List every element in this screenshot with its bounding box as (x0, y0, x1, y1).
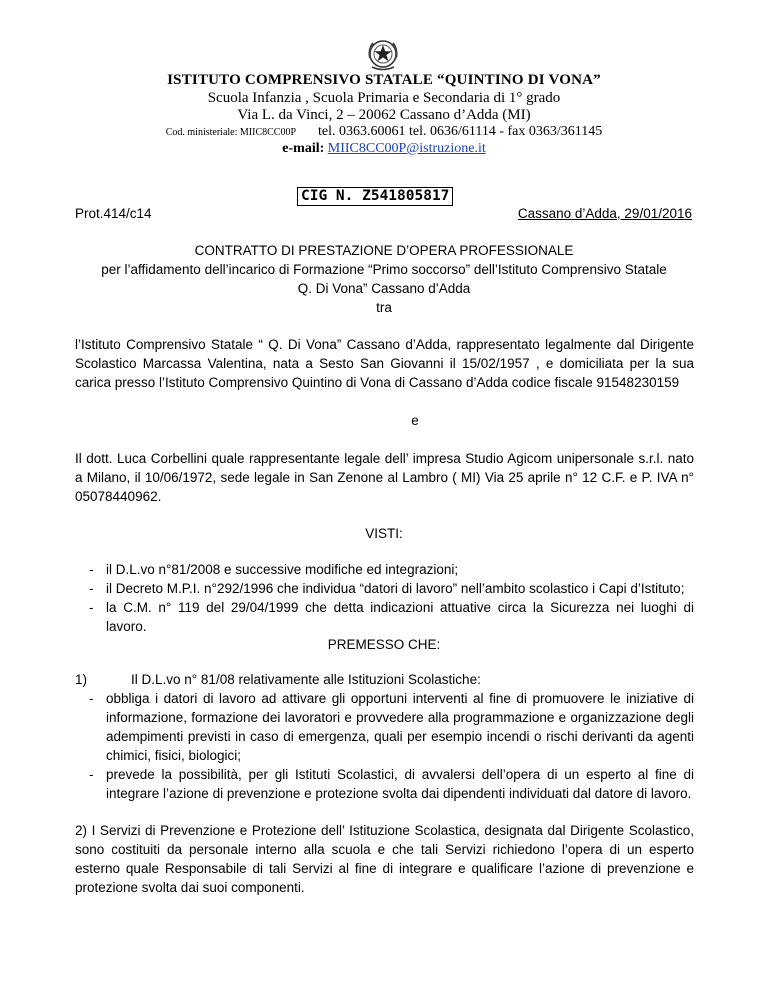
visti-list (75, 560, 694, 636)
list-item: - il D.L.vo n°81/2008 e successive modifiche ed integrazioni; (89, 562, 459, 577)
email-line (0, 141, 768, 157)
premesso-heading: PREMESSO CHE: (327, 637, 441, 652)
list-item: - il Decreto M.P.I. n°292/1996 che individua “datori di lavoro” nell’ambito scolastico i Capi d’Istituto; (89, 581, 685, 596)
place-date (518, 204, 692, 223)
phone-numbers: tel. 0363.60061 tel. 0636/61114 - fax 0363/361145 (318, 124, 603, 139)
party-provider-paragraph: Il dott. Luca Corbellini quale rappresentante legale dell’ impresa Studio Agicom unipersonale s.r.l. nato a Milano, il 10/06/1972, sede legale in San Zenone al Lambro ( MI) Via 25 aprile n° 12 C.F. e P. IVA n° 05078440962. (75, 451, 694, 504)
contract-subtitle-1: per l’affidamento dell’incarico di Formazione “Primo soccorso” dell’Istituto Comprensivo Statale (101, 262, 667, 277)
school-contacts (0, 124, 768, 140)
visti-heading: VISTI: (365, 526, 403, 541)
item-number-1: 1) (75, 672, 88, 687)
italian-republic-emblem-icon (366, 36, 400, 72)
school-address: Via L. da Vinci, 2 – 20062 Cassano d’Adda (MI) (237, 107, 531, 123)
list-item: - prevede la possibilità, per gli Istituti Scolastici, di avvalersi dell’opera di un esperto al fine di integrare l’azione di prevenzione e protezione svolta dai dipendenti individuati dal datore di lavoro. (89, 767, 694, 801)
place-date-rest: d’Adda, 29/01/2016 (571, 206, 692, 221)
protocol-number: Prot.414/c14 (75, 206, 152, 221)
email-link[interactable]: MIIC8CC00P@istruzione.it (327, 141, 486, 156)
contract-title: CONTRATTO DI PRESTAZIONE D’OPERA PROFESSIONALE (194, 243, 574, 258)
school-name: ISTITUTO COMPRENSIVO STATALE “QUINTINO DI VONA” (167, 72, 601, 88)
school-levels: Scuola Infanzia , Scuola Primaria e Secondaria di 1° grado (207, 90, 561, 106)
contract-subtitle-2: Q. Di Vona” Cassano d’Adda (297, 281, 471, 296)
between-word: tra (376, 300, 392, 315)
ministerial-code: Cod. ministeriale: MIIC8CC00P (165, 127, 297, 138)
list-item: - la C.M. n° 119 del 29/04/1999 che detta indicazioni attuative circa la Sicurezza nei luoghi di lavoro. (89, 600, 694, 634)
item-1-intro: Il D.L.vo n° 81/08 relativamente alle Istituzioni Scolastiche: (131, 672, 481, 687)
premesso-list (75, 689, 694, 803)
place-city: Cassano (517, 206, 572, 221)
party-school-paragraph: l’Istituto Comprensivo Statale “ Q. Di Vona” Cassano d’Adda, rappresentato legalmente dal Dirigente Scolastico Marcassa Valentina, nata a Sesto San Giovanni il 15/02/1957 , e domiciliata per la sua carica presso l’Istituto Comprensivo Quintino di Vona di Cassano d’Adda codice fiscale 91548230159 (75, 337, 694, 390)
item-2-paragraph: 2) I Servizi di Prevenzione e Protezione dell’ Istituzione Scolastica, designata dal Dirigente Scolastico, sono costituiti da personale interno alla scuola e che tali Servizi richiedono l’opera di un esperto esterno quale Responsabile di tali Servizi al fine di integrare e qualificare l’azione di prevenzione e protezione svolta dai suoi componenti. (75, 823, 694, 895)
list-item: - obbliga i datori di lavoro ad attivare gli opportuni interventi al fine di promuovere le iniziative di informazione, formazione dei lavoratori e provvedere alla programmazione e organizzazione degli adempimenti previsti in caso di emergenza, quali per esempio incendi o rischi derivanti da agenti chimici, fisici, biologici; (89, 691, 694, 763)
cig-number: CIG N. Z541805817 (297, 187, 453, 206)
email-label: e-mail: (282, 141, 325, 156)
and-word: e (411, 413, 419, 428)
